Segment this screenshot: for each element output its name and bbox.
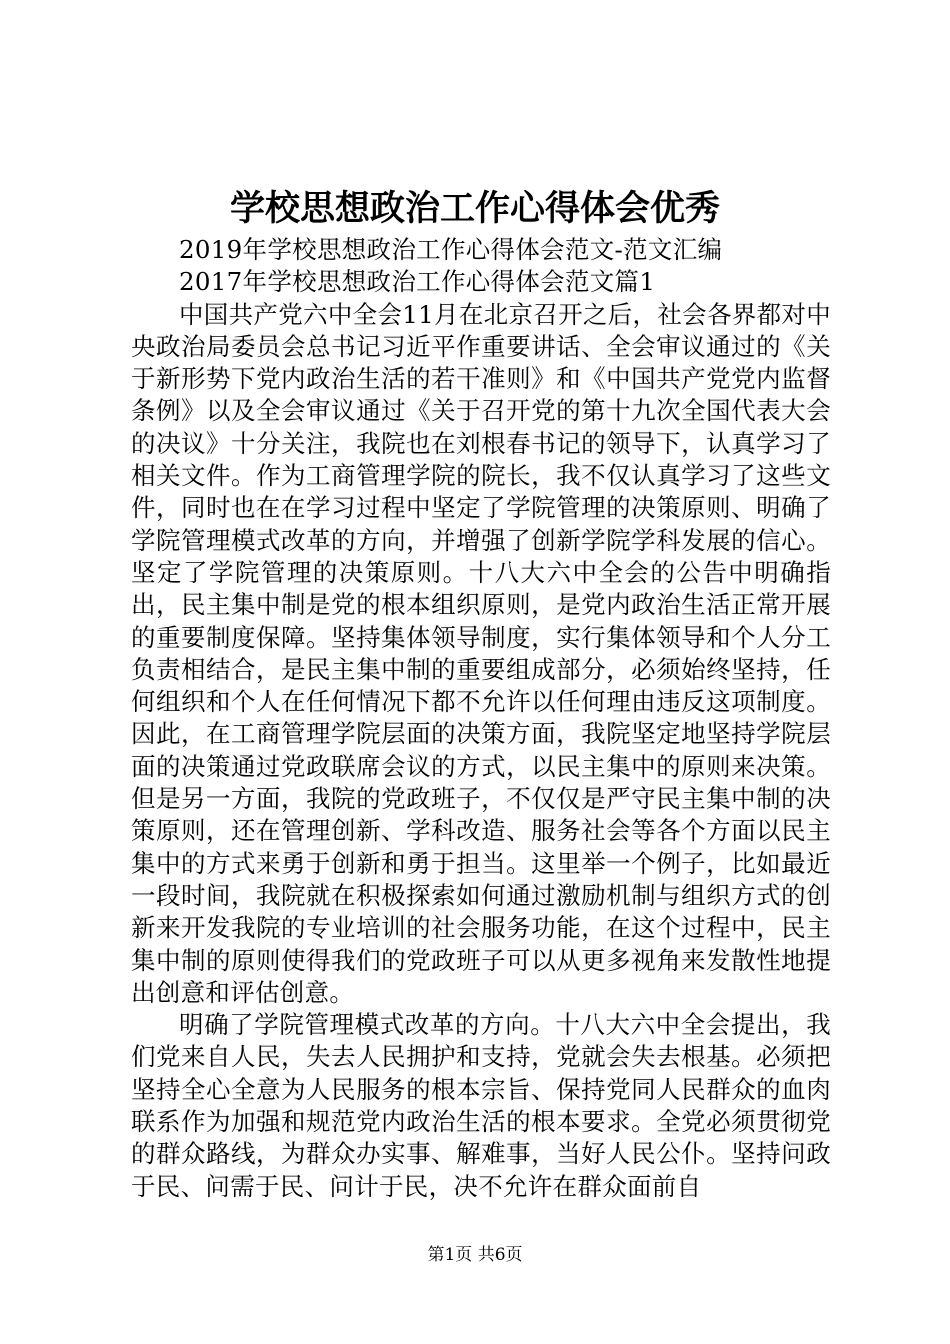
body-paragraph: 明确了学院管理模式改革的方向。十八大六中全会提出，我们党来自人民，失去人民拥护和支持，党就会失去根基。必须把坚持全心全意为人民服务的根本宗旨、保持党同人民群众的血肉联系作为加强和规范党内政治生活的根本要求。全党必须贯彻党的群众路线，为群众办实事、解难事，当好人民公仆。坚持问政于民、问需于民、问计于民，决不允许在群众面前自: [131, 1010, 831, 1201]
page-number-footer: 第1页 共6页: [427, 1245, 523, 1265]
subtitle-line: 2017年学校思想政治工作心得体会范文篇1: [179, 267, 656, 297]
document-title: 学校思想政治工作心得体会优秀: [229, 188, 720, 229]
body-paragraph: 中国共产党六中全会11月在北京召开之后，社会各界都对中央政治局委员会总书记习近平作重要讲话、全会审议通过的《关于新形势下党内政治生活的若干准则》和《中国共产党党内监督条例》以及全会审议通过《关于召开党的第十九次全国代表大会的决议》十分关注，我院也在刘根春书记的领导下，认真学习了相关文件。作为工商管理学院的院长，我不仅认真学习了这些文件，同时也在在学习过程中坚定了学院管理的决策原则、明确了学院管理模式改革的方向，并增强了创新学院学科发展的信心。坚定了学院管理的决策原则。十八大六中全会的公告中明确指出，民主集中制是党的根本组织原则，是党内政治生活正常开展的重要制度保障。坚持集体领导制度，实行集体领导和个人分工负责相结合，是民主集中制的重要组成部分，必须始终坚持，任何组织和个人在任何情况下都不允许以任何理由违反这项制度。因此，在工商管理学院层面的决策方面，我院坚定地坚持学院层面的决策通过党政联席会议的方式，以民主集中的原则来决策。但是另一方面，我院的党政班子，不仅仅是严守民主集中制的决策原则，还在管理创新、学科改造、服务社会等各个方面以民主集中的方式来勇于创新和勇于担当。这里举一个例子，比如最近一段时间，我院就在积极探索如何通过激励机制与组织方式的创新来开发我院的专业培训的社会服务功能，在这个过程中，民主集中制的原则使得我们的党政班子可以从更多视角来发散性地提出创意和评估创意。: [131, 299, 831, 1007]
subtitle-line: 2019年学校思想政治工作心得体会范文-范文汇编: [179, 235, 723, 264]
document-body: [131, 234, 831, 1203]
